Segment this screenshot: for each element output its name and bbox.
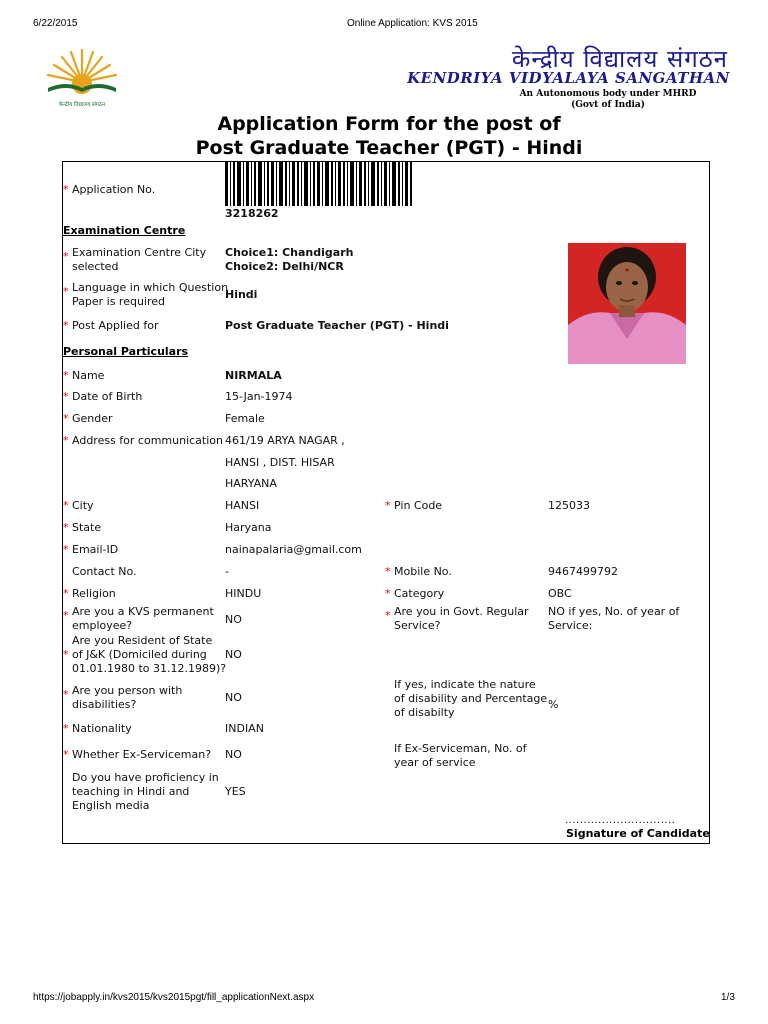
required-star: * [385,565,391,578]
disability-label-line1: Are you person with [72,684,183,697]
proficiency-value: YES [225,785,246,798]
jk-resident-label-line3: 01.01.1980 to 31.12.1989)? [72,662,227,675]
required-star: * [63,499,69,512]
ex-serviceman-detail-line1: If Ex-Serviceman, No. of [394,742,527,755]
disability-percentage: % [548,698,559,711]
exam-city-label-line1: Examination Centre City [72,246,207,259]
religion-value: HINDU [225,587,262,600]
pin-code-value: 125033 [548,499,590,512]
signature-line: .............................. [565,815,676,826]
name-value: NIRMALA [225,369,282,382]
signature-label: Signature of Candidate [566,827,710,840]
contact-value: - [225,565,229,578]
proficiency-label-line2: teaching in Hindi and [72,785,190,798]
org-subtitle-line2: (Govt of India) [570,100,646,110]
post-applied-value: Post Graduate Teacher (PGT) - Hindi [225,319,449,332]
jk-resident-value: NO [225,648,242,661]
required-star: * [63,688,69,701]
required-star: * [63,369,69,382]
required-star: * [385,609,391,622]
email-value: nainapalaria@gmail.com [225,543,362,556]
print-date: 6/22/2015 [33,18,78,29]
required-star: * [63,250,69,263]
category-label: Category [394,587,445,600]
dob-label: Date of Birth [72,390,143,403]
kvs-employee-label-line2: employee? [72,619,133,632]
disability-detail-line2: of disability and Percentage [394,692,548,705]
dob-value: 15-Jan-1974 [225,390,293,403]
form-title-line1: Application Form for the post of [217,113,561,135]
language-label-line2: Paper is required [72,295,166,308]
required-star: * [63,609,69,622]
application-number: 3218262 [225,207,279,220]
contact-label: Contact No. [72,565,137,578]
religion-label: Religion [72,587,116,600]
gender-value: Female [225,412,265,425]
required-star: * [63,434,69,447]
required-star: * [63,412,69,425]
govt-service-value-line2: Service: [548,619,593,632]
required-star: * [63,722,69,735]
required-star: * [385,499,391,512]
state-label: State [72,521,102,534]
category-value: OBC [548,587,572,600]
ex-serviceman-value: NO [225,748,242,761]
required-star: * [63,183,69,196]
required-star: * [63,587,69,600]
proficiency-label-line3: English media [72,799,150,812]
ex-serviceman-detail-line2: year of service [394,756,476,769]
exam-city-label-line2: selected [72,260,119,273]
disability-label-line2: disabilities? [72,698,137,711]
email-label: Email-ID [72,543,119,556]
barcode-image [225,162,415,206]
required-star: * [63,748,69,761]
print-page-number: 1/3 [721,992,735,1003]
org-subtitle-line1: An Autonomous body under MHRD [519,89,697,99]
nationality-label: Nationality [72,722,132,735]
govt-service-label-line1: Are you in Govt. Regular [394,605,529,618]
name-label: Name [72,369,105,382]
disability-detail-line3: of disabilty [394,706,455,719]
required-star: * [63,543,69,556]
disability-value: NO [225,691,242,704]
exam-city-choice1: Choice1: Chandigarh [225,246,354,259]
required-star: * [385,587,391,600]
required-star: * [63,390,69,403]
required-star: * [63,319,69,332]
required-star: * [63,521,69,534]
address-line1: 461/19 ARYA NAGAR , [225,434,345,447]
candidate-photo [568,243,686,364]
required-star: * [63,285,69,298]
section-examination-centre: Examination Centre [63,224,186,237]
application-no-label: Application No. [72,183,156,196]
jk-resident-label-line1: Are you Resident of State [72,634,213,647]
mobile-value: 9467499792 [548,565,618,578]
form-title-line2: Post Graduate Teacher (PGT) - Hindi [195,137,583,159]
address-line3: HARYANA [225,477,277,490]
required-star: * [63,648,69,661]
print-page-title: Online Application: KVS 2015 [347,18,478,29]
kvs-employee-label-line1: Are you a KVS permanent [72,605,214,618]
print-url: https://jobapply.in/kvs2015/kvs2015pgt/fill_applicationNext.aspx [33,992,315,1003]
ex-serviceman-label: Whether Ex-Serviceman? [72,748,212,761]
disability-detail-line1: If yes, indicate the nature [394,678,536,691]
nationality-value: INDIAN [225,722,264,735]
pin-code-label: Pin Code [394,499,443,512]
org-name-english: KENDRIYA VIDYALAYA SANGATHAN [407,69,730,87]
govt-service-label-line2: Service? [394,619,441,632]
city-label: City [72,499,94,512]
post-applied-label: Post Applied for [72,319,159,332]
state-value: Haryana [225,521,272,534]
exam-city-choice2: Choice2: Delhi/NCR [225,260,344,273]
gender-label: Gender [72,412,113,425]
language-value: Hindi [225,288,258,301]
city-value: HANSI [225,499,260,512]
mobile-label: Mobile No. [394,565,452,578]
govt-service-value-line1: NO if yes, No. of year of [548,605,680,618]
logo-text: केन्द्रीय विद्यालय संगठन [58,102,106,108]
kvs-employee-value: NO [225,613,242,626]
kvs-logo [42,44,122,114]
address-label: Address for communication [72,434,223,447]
language-label-line1: Language in which Question [72,281,229,294]
section-personal-particulars: Personal Particulars [63,345,189,358]
jk-resident-label-line2: of J&K (Domiciled during [72,648,207,661]
address-line2: HANSI , DIST. HISAR [225,456,335,469]
org-name-hindi: केन्द्रीय विद्यालय संगठन [511,45,728,73]
proficiency-label-line1: Do you have proficiency in [72,771,219,784]
